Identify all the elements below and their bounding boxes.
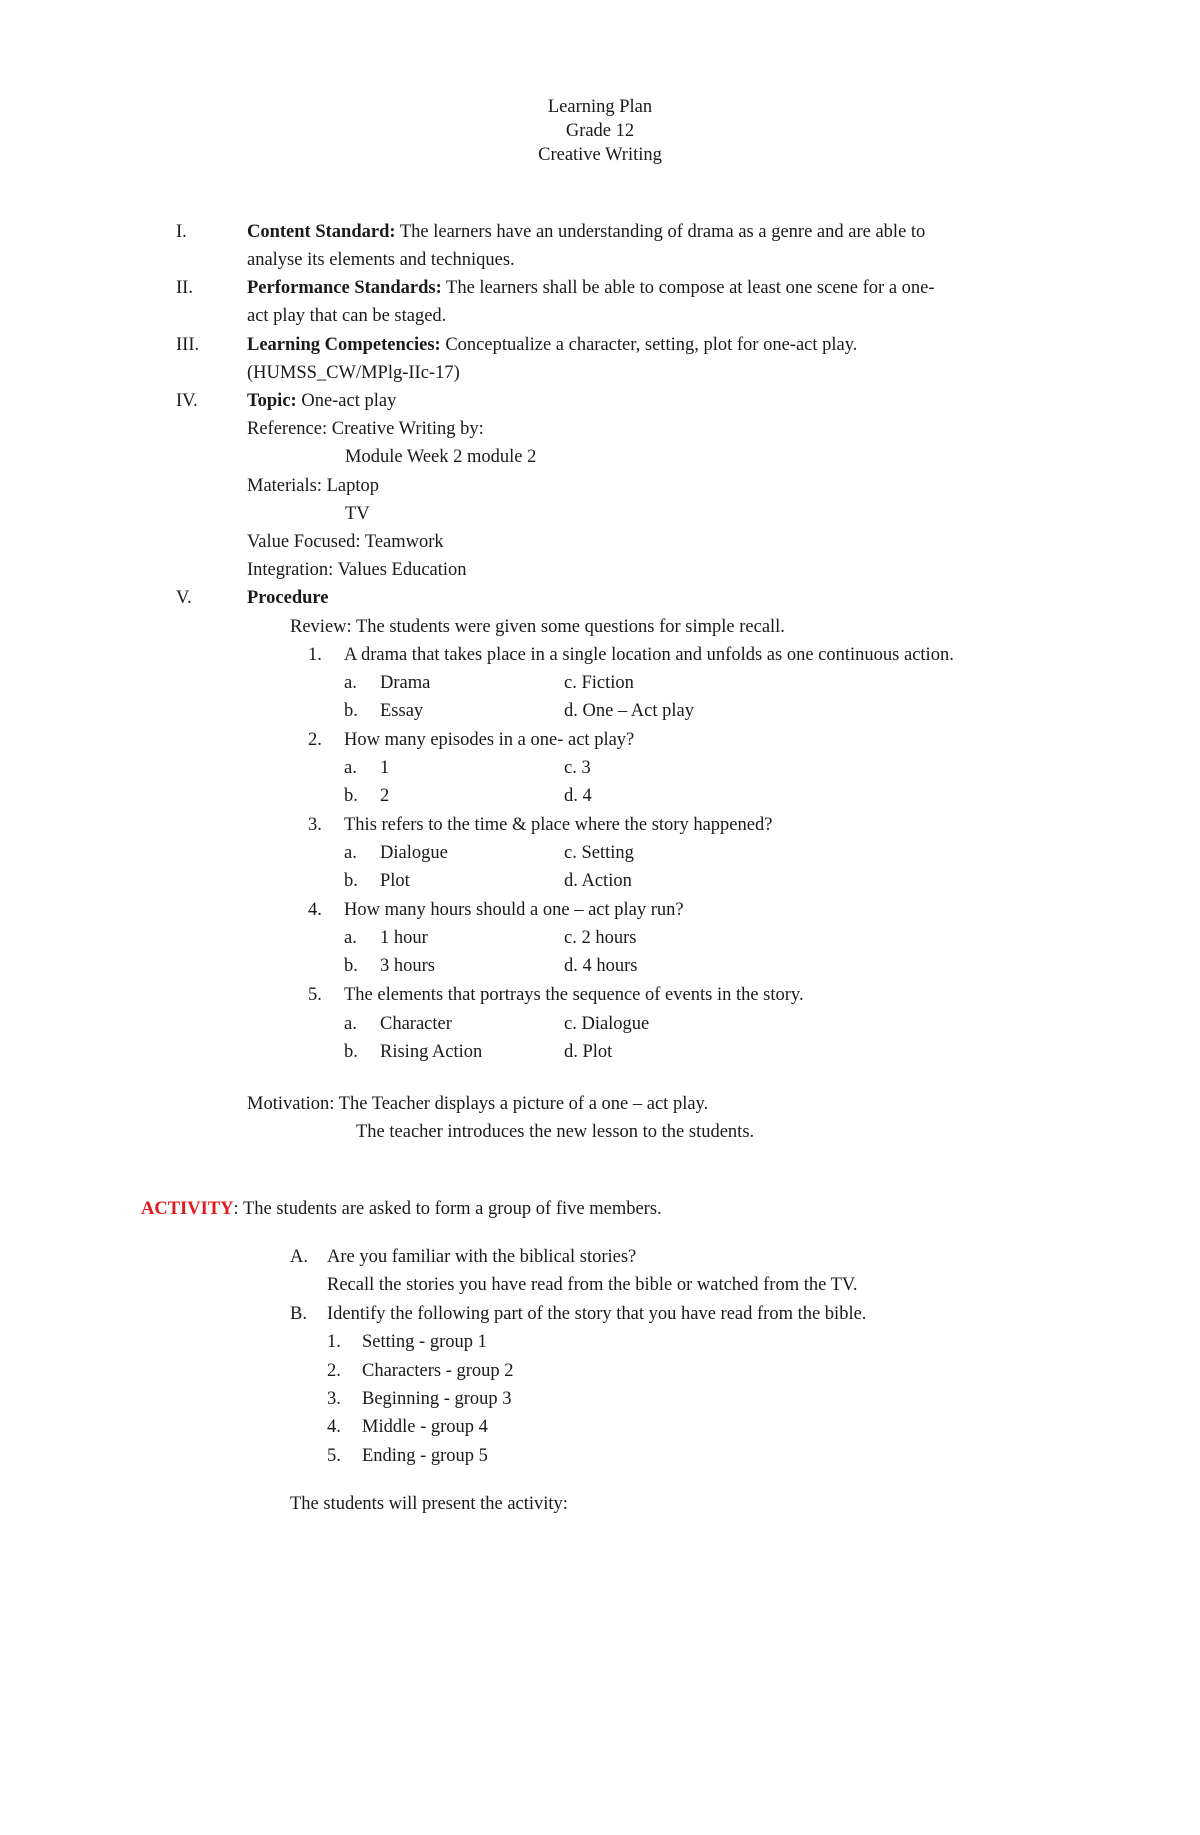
option-b-label: b.: [344, 1042, 358, 1062]
activity-line: [141, 1195, 662, 1223]
group-num: 2.: [327, 1361, 341, 1381]
section-num-2: II.: [176, 278, 193, 298]
motivation-detail: The teacher introduces the new lesson to the students.: [356, 1122, 755, 1142]
question-text: A drama that takes place in a single location and unfolds as one continuous action.: [344, 645, 954, 665]
question-text: How many hours should a one – act play run?: [344, 900, 684, 920]
section-label: Performance Standards:: [247, 278, 442, 298]
reference-detail: Module Week 2 module 2: [345, 447, 537, 467]
motivation-line: Motivation: The Teacher displays a picture of a one – act play.: [247, 1094, 709, 1114]
option-d: d. Plot: [564, 1042, 613, 1062]
option-a: Character: [380, 1014, 452, 1034]
option-a: 1: [380, 758, 390, 778]
activity-a-detail: Recall the stories you have read from the bible or watched from the TV.: [327, 1275, 858, 1295]
group-num: 1.: [327, 1332, 341, 1352]
section-line-4a: [247, 387, 396, 415]
group-num: 4.: [327, 1417, 341, 1437]
group-item: Setting - group 1: [362, 1332, 487, 1352]
section-label: Learning Competencies:: [247, 335, 441, 355]
procedure-heading: [247, 584, 329, 612]
option-a-label: a.: [344, 758, 357, 778]
option-c: c. Setting: [564, 843, 634, 863]
section-text: The learners shall be able to compose at least one scene for a one-: [441, 278, 935, 298]
activity-label: ACTIVITY: [141, 1199, 234, 1219]
option-c: c. 3: [564, 758, 591, 778]
section-label: Procedure: [247, 588, 329, 608]
header-title: Learning Plan: [547, 97, 653, 117]
group-item: Characters - group 2: [362, 1361, 514, 1381]
option-a-label: a.: [344, 928, 357, 948]
section-num-1: I.: [176, 222, 187, 242]
group-item: Middle - group 4: [362, 1417, 488, 1437]
activity-a-text: Are you familiar with the biblical stories?: [327, 1247, 637, 1267]
header-subject: Creative Writing: [538, 145, 662, 165]
section-label: Topic:: [247, 391, 297, 411]
option-a: 1 hour: [380, 928, 428, 948]
section-text: One-act play: [296, 391, 397, 411]
option-b-label: b.: [344, 701, 358, 721]
section-line-2b: act play that can be staged.: [247, 306, 447, 326]
option-d: d. 4 hours: [564, 956, 638, 976]
option-d: d. Action: [564, 871, 632, 891]
option-b: 3 hours: [380, 956, 435, 976]
question-num: 4.: [308, 900, 322, 920]
option-d: d. 4: [564, 786, 592, 806]
question-num: 1.: [308, 645, 322, 665]
option-a: Drama: [380, 673, 431, 693]
group-item: Beginning - group 3: [362, 1389, 512, 1409]
materials-detail: TV: [345, 504, 370, 524]
question-text: The elements that portrays the sequence of events in the story.: [344, 985, 804, 1005]
materials-line: Materials: Laptop: [247, 476, 380, 496]
reference-line: Reference: Creative Writing by:: [247, 419, 484, 439]
question-num: 3.: [308, 815, 322, 835]
section-text: The learners have an understanding of drama as a genre and are able to: [395, 222, 926, 242]
question-text: How many episodes in a one- act play?: [344, 730, 635, 750]
group-item: Ending - group 5: [362, 1446, 488, 1466]
section-line-1a: [247, 218, 925, 246]
group-num: 3.: [327, 1389, 341, 1409]
header-grade: Grade 12: [565, 121, 635, 141]
option-b-label: b.: [344, 786, 358, 806]
integration-line: Integration: Values Education: [247, 560, 467, 580]
activity-a-num: A.: [290, 1247, 308, 1267]
option-b: Plot: [380, 871, 410, 891]
section-line-3a: [247, 331, 857, 359]
option-a: Dialogue: [380, 843, 448, 863]
option-b-label: b.: [344, 956, 358, 976]
group-num: 5.: [327, 1446, 341, 1466]
option-c: c. Dialogue: [564, 1014, 650, 1034]
section-num-4: IV.: [176, 391, 198, 411]
option-a-label: a.: [344, 1014, 357, 1034]
section-text: Conceptualize a character, setting, plot for one-act play.: [440, 335, 858, 355]
option-c: c. 2 hours: [564, 928, 637, 948]
activity-closing: The students will present the activity:: [290, 1494, 568, 1514]
option-b: Rising Action: [380, 1042, 483, 1062]
section-num-5: V.: [176, 588, 192, 608]
option-b-label: b.: [344, 871, 358, 891]
option-d: d. One – Act play: [564, 701, 694, 721]
option-a-label: a.: [344, 673, 357, 693]
document-header: [0, 95, 1200, 167]
option-a-label: a.: [344, 843, 357, 863]
section-line-1b: analyse its elements and techniques.: [247, 250, 515, 270]
question-num: 5.: [308, 985, 322, 1005]
section-num-3: III.: [176, 335, 200, 355]
value-focused-line: Value Focused: Teamwork: [247, 532, 444, 552]
option-b: 2: [380, 786, 390, 806]
activity-b-num: B.: [290, 1304, 307, 1324]
question-text: This refers to the time & place where the story happened?: [344, 815, 773, 835]
activity-b-text: Identify the following part of the story that you have read from the bible.: [327, 1304, 867, 1324]
review-intro: Review: The students were given some questions for simple recall.: [290, 617, 785, 637]
section-label: Content Standard:: [247, 222, 396, 242]
option-b: Essay: [380, 701, 424, 721]
section-line-3b: (HUMSS_CW/MPlg-IIc-17): [247, 363, 460, 383]
option-c: c. Fiction: [564, 673, 634, 693]
question-num: 2.: [308, 730, 322, 750]
section-line-2a: [247, 274, 935, 302]
activity-text: : The students are asked to form a group of five members.: [233, 1199, 662, 1219]
